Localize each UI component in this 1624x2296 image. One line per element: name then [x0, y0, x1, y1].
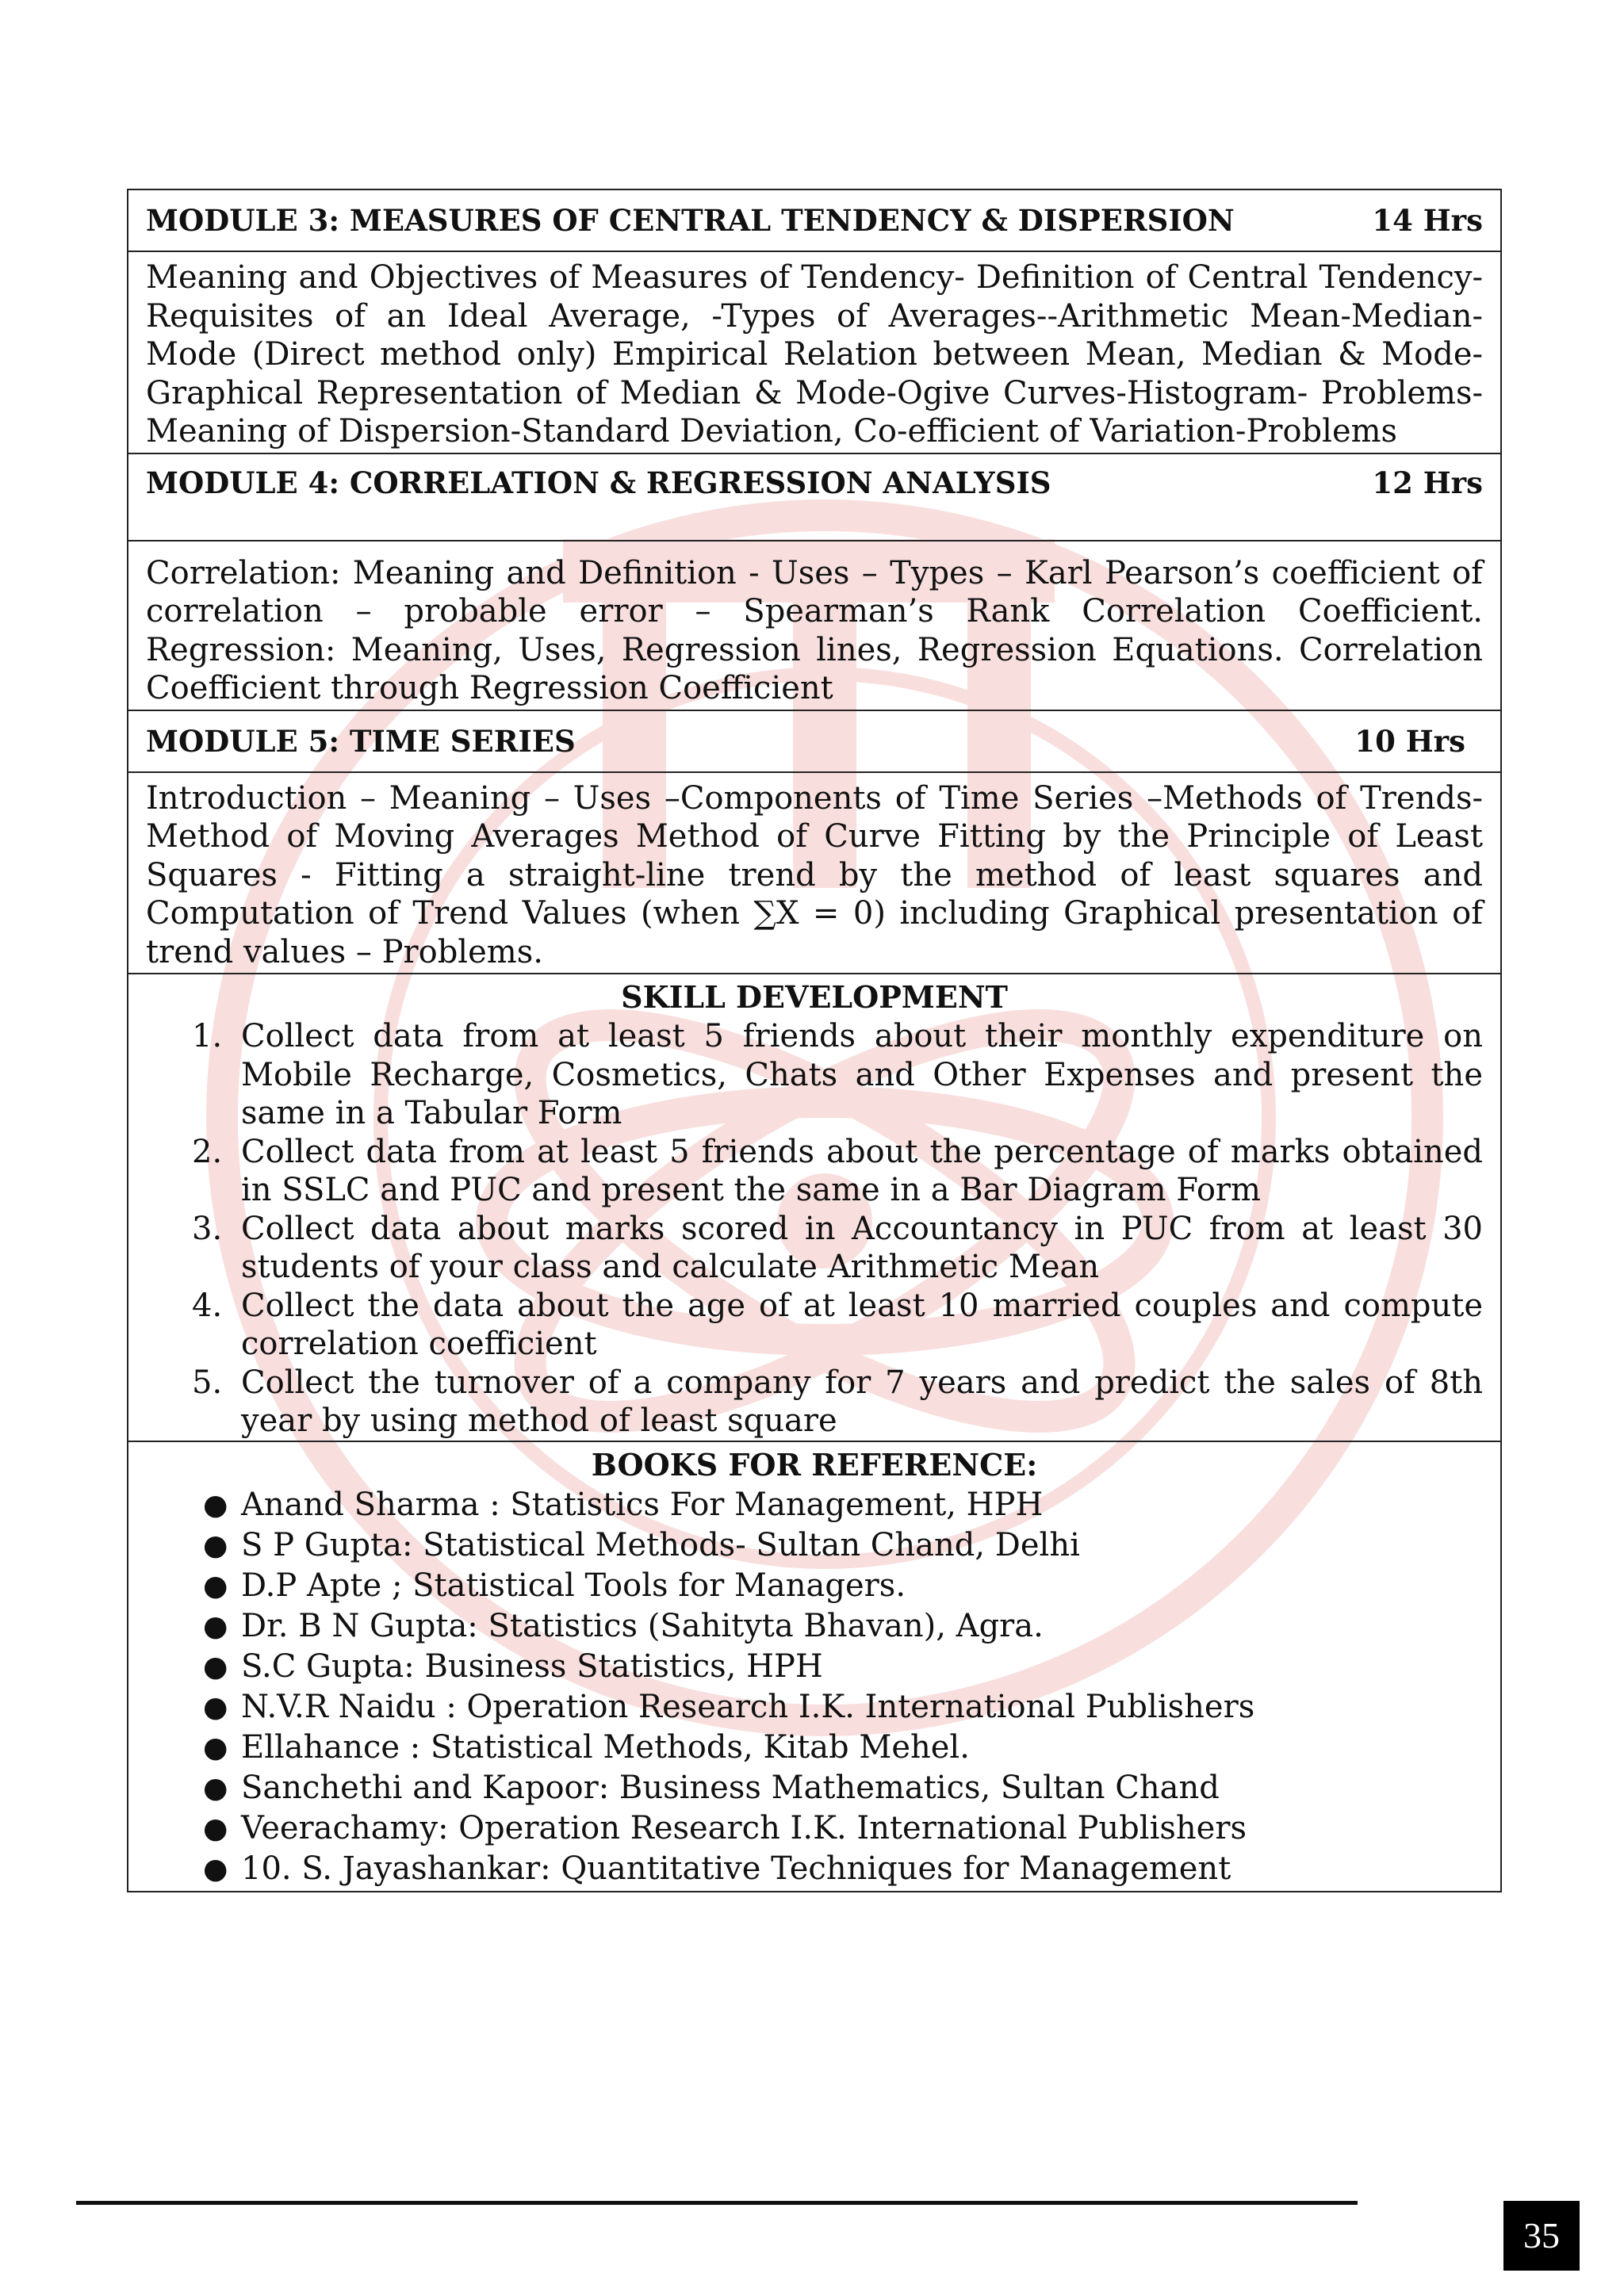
module-3-content-row	[128, 251, 1501, 453]
list-item	[146, 1849, 1483, 1889]
list-item	[146, 1210, 1483, 1287]
list-item	[146, 1364, 1483, 1441]
list-item-number: 2.	[192, 1133, 223, 1170]
module-3-title: MODULE 3: MEASURES OF CENTRAL TENDENCY & DISPERSION	[146, 203, 1235, 238]
list-item-text: Veerachamy: Operation Research I.K. International Publishers	[241, 1809, 1247, 1846]
module-5-hours: 10 Hrs	[1354, 723, 1465, 759]
list-item-text: Collect the turnover of a company for 7 years and predict the sales of 8th year by using method of least square	[241, 1364, 1483, 1439]
bullet-icon: ●	[203, 1650, 228, 1683]
list-item	[146, 1808, 1483, 1849]
list-item	[146, 1017, 1483, 1133]
list-item	[146, 1687, 1483, 1728]
list-item	[146, 1647, 1483, 1687]
module-4-content: Correlation: Meaning and Definition - Uses – Types – Karl Pearson’s coefficient of correlation – probable error – Spearman’s Rank Correlation Coefficient. Regression: Meaning, Uses, Regression lines, Regression Equations. Correlation Coefficient through Regression Coefficient	[128, 541, 1501, 710]
module-4-hours: 12 Hrs	[1372, 465, 1483, 500]
module-5-title: MODULE 5: TIME SERIES	[146, 723, 576, 759]
bullet-icon: ●	[203, 1852, 228, 1885]
module-4-header-row	[128, 453, 1501, 541]
list-item-number: 3.	[192, 1210, 223, 1247]
skill-development-list	[146, 1017, 1483, 1441]
bullet-icon: ●	[203, 1771, 228, 1804]
list-item	[146, 1287, 1483, 1364]
list-item	[146, 1768, 1483, 1808]
module-5-header-cell	[128, 710, 1501, 772]
bullet-icon: ●	[203, 1690, 228, 1724]
list-item	[146, 1566, 1483, 1606]
bullet-icon: ●	[203, 1609, 228, 1643]
list-item	[146, 1485, 1483, 1525]
module-3-content: Meaning and Objectives of Measures of Tendency- Definition of Central Tendency- Requisites of an Ideal Average, -Types of Averages--Arithmetic Mean-Median-Mode (Direct method only) Empirical Relation between Mean, Median & Mode-Graphical Representation of Median & Mode-Ogive Curves-Histogram- Problems-Meaning of Dispersion-Standard Deviation, Co-efficient of Variation-Problems	[128, 251, 1501, 453]
list-item-text: Collect the data about the age of at least 10 married couples and compute correlation coefficient	[241, 1287, 1483, 1362]
books-reference-list	[146, 1485, 1483, 1891]
bullet-icon: ●	[203, 1731, 228, 1764]
list-item-text: Collect data from at least 5 friends about their monthly expenditure on Mobile Recharge, Cosmetics, Chats and Other Expenses and present the same in a Tabular Form	[241, 1018, 1483, 1131]
bullet-icon: ●	[203, 1812, 228, 1845]
list-item-text: Sanchethi and Kapoor: Business Mathematics, Sultan Chand	[241, 1769, 1220, 1806]
module-4-title: MODULE 4: CORRELATION & REGRESSION ANALYSIS	[146, 465, 1051, 500]
list-item-text: 10. S. Jayashankar: Quantitative Techniques for Management	[241, 1850, 1231, 1887]
skill-development-row	[128, 974, 1501, 1441]
module-3-header-cell	[128, 189, 1501, 251]
module-5-content: Introduction – Meaning – Uses –Components of Time Series –Methods of Trends- Method of Moving Averages Method of Curve Fitting by the Principle of Least Squares - Fitting a straight-line trend by the method of least squares and Computation of Trend Values (when ∑X = 0) including Graphical presentation of trend values – Problems.	[128, 772, 1501, 974]
list-item-text: Anand Sharma : Statistics For Management, HPH	[241, 1486, 1044, 1523]
skill-development-title: SKILL DEVELOPMENT	[621, 979, 1008, 1015]
list-item-number: 1.	[192, 1018, 223, 1054]
list-item	[146, 1606, 1483, 1647]
module-4-content-row	[128, 541, 1501, 710]
list-item-text: Collect data from at least 5 friends about the percentage of marks obtained in SSLC and PUC and present the same in a Bar Diagram Form	[241, 1133, 1483, 1208]
list-item-text: Collect data about marks scored in Accountancy in PUC from at least 30 students of your class and calculate Arithmetic Mean	[241, 1210, 1483, 1285]
bullet-icon: ●	[203, 1569, 228, 1602]
module-4-header-cell	[128, 453, 1501, 541]
list-item	[146, 1133, 1483, 1210]
footer-divider	[76, 2201, 1358, 2205]
list-item	[146, 1525, 1483, 1566]
bullet-icon: ●	[203, 1529, 228, 1562]
books-reference-row	[128, 1441, 1501, 1892]
module-3-hours: 14 Hrs	[1372, 203, 1483, 238]
page-number-badge: 35	[1503, 2201, 1580, 2271]
module-5-header-row	[128, 710, 1501, 772]
list-item-text: N.V.R Naidu : Operation Research I.K. International Publishers	[241, 1688, 1255, 1725]
list-item	[146, 1728, 1483, 1768]
list-item-text: Dr. B N Gupta: Statistics (Sahityta Bhavan), Agra.	[241, 1607, 1044, 1644]
module-5-content-row	[128, 772, 1501, 974]
skill-development-cell	[128, 974, 1501, 1441]
bullet-icon: ●	[203, 1488, 228, 1521]
list-item-text: Ellahance : Statistical Methods, Kitab Mehel.	[241, 1728, 970, 1766]
list-item-text: S P Gupta: Statistical Methods- Sultan Chand, Delhi	[241, 1526, 1080, 1563]
module-3-header-row	[128, 189, 1501, 251]
syllabus-table	[127, 189, 1502, 1892]
list-item-number: 4.	[192, 1287, 223, 1324]
list-item-text: S.C Gupta: Business Statistics, HPH	[241, 1647, 823, 1685]
books-reference-cell	[128, 1441, 1501, 1892]
books-reference-title: BOOKS FOR REFERENCE:	[591, 1446, 1038, 1483]
list-item-text: D.P Apte ; Statistical Tools for Managers.	[241, 1567, 906, 1604]
list-item-number: 5.	[192, 1364, 223, 1401]
